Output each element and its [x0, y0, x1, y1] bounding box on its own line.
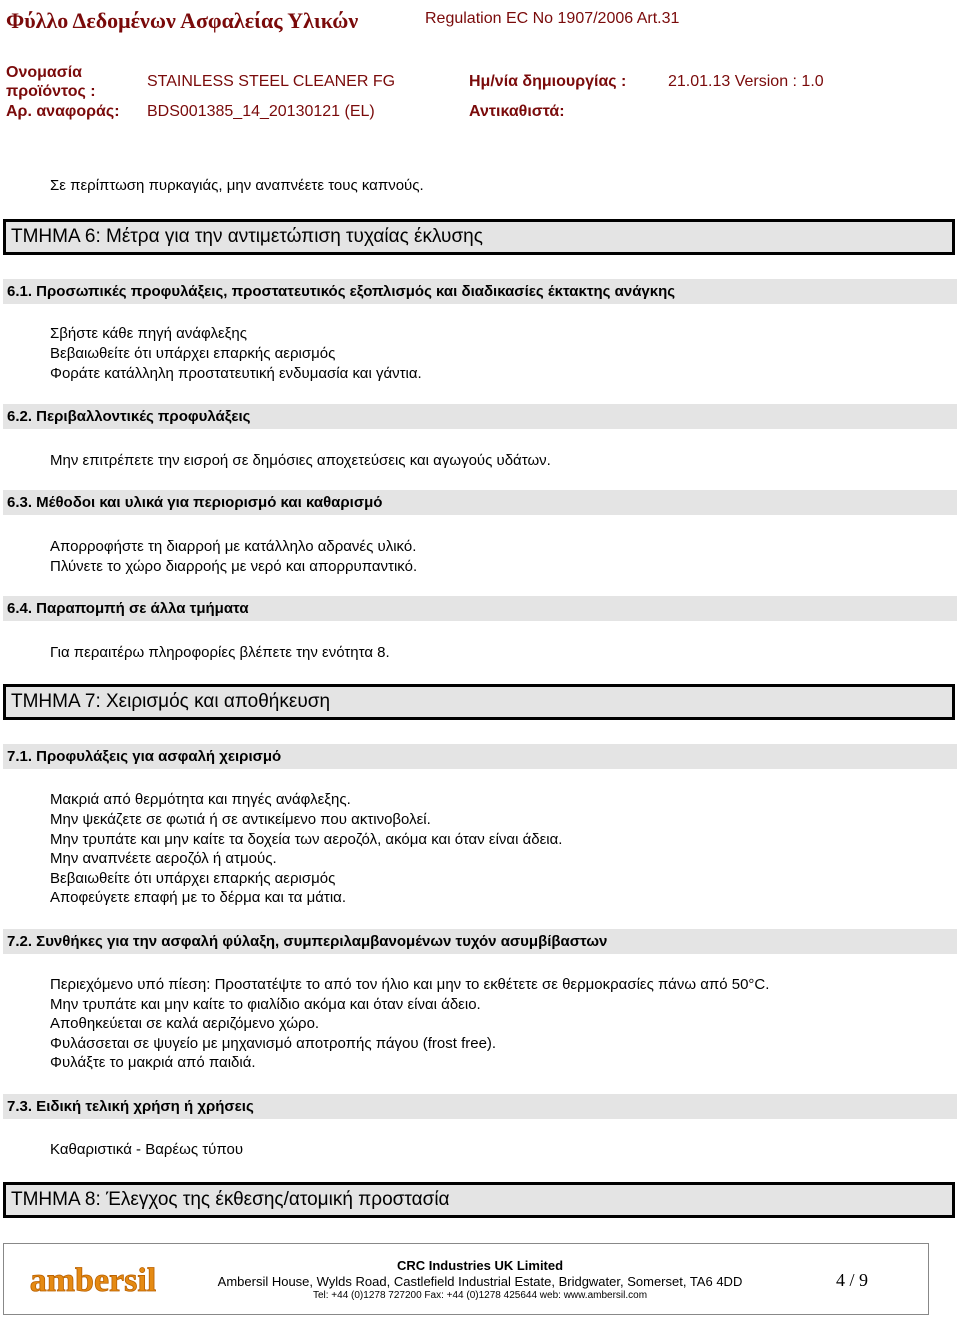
- subsection-7-2-line: Φυλάσσεται σε ψυγείο με μηχανισμό αποτροπής πάγου (frost free).: [50, 1035, 497, 1052]
- subsection-6-1-line: Σβήστε κάθε πηγή ανάφλεξης: [50, 325, 247, 342]
- subsection-6-1-line: Βεβαιωθείτε ότι υπάρχει επαρκής αερισμός: [50, 345, 336, 362]
- document-title: Φύλλο Δεδομένων Ασφαλείας Υλικών: [6, 8, 359, 33]
- subsection-6-3-line: Πλύνετε το χώρο διαρροής με νερό και απορρυπαντικό.: [50, 558, 418, 575]
- ambersil-logo: [30, 1260, 156, 1300]
- supersedes-label: Αντικαθιστά:: [469, 103, 565, 120]
- subsection-7-1-line: Μην αναπνέετε αεροζόλ ή ατμούς.: [50, 850, 277, 867]
- creation-date-label: Ημ/νία δημιουργίας :: [469, 73, 627, 90]
- footer-company: CRC Industries UK Limited: [396, 1258, 564, 1273]
- page-number: 4 / 9: [836, 1270, 869, 1290]
- footer-address: Ambersil House, Wylds Road, Castlefield Industrial Estate, Bridgwater, Somerset, TA6 4DD: [217, 1274, 743, 1289]
- subsection-6-2-heading: 6.2. Περιβαλλοντικές προφυλάξεις: [3, 404, 957, 429]
- subsection-7-1-line: Βεβαιωθείτε ότι υπάρχει επαρκής αερισμός: [50, 870, 336, 887]
- subsection-7-1-line: Αποφεύγετε επαφή με το δέρμα και τα μάτια.: [50, 889, 347, 906]
- subsection-7-1-line: Μην ψεκάζετε σε φωτιά ή σε αντικείμενο που ακτινοβολεί.: [50, 811, 431, 828]
- subsection-6-1-line: Φοράτε κατάλληλη προστατευτική ενδυμασία και γάντια.: [50, 365, 422, 382]
- subsection-6-1-heading: 6.1. Προσωπικές προφυλάξεις, προστατευτικός εξοπλισμός και διαδικασίες έκτακτης ανάγκης: [3, 279, 957, 304]
- product-name-label-line1: Ονομασία: [6, 64, 82, 81]
- subsection-6-4-heading: 6.4. Παραπομπή σε άλλα τμήματα: [3, 596, 957, 621]
- subsection-7-1-line: Μην τρυπάτε και μην καίτε τα δοχεία των αεροζόλ, ακόμα και όταν είναι άδεια.: [50, 831, 563, 848]
- section-8-heading: ΤΜΗΜΑ 8: Έλεγχος της έκθεσης/ατομική προστασία: [3, 1182, 955, 1218]
- subsection-6-4-line: Για περαιτέρω πληροφορίες βλέπετε την ενότητα 8.: [50, 644, 390, 661]
- reference-value: BDS001385_14_20130121 (EL): [147, 103, 375, 120]
- subsection-7-1-heading: 7.1. Προφυλάξεις για ασφαλή χειρισμό: [3, 744, 957, 769]
- creation-date-value: 21.01.13 Version : 1.0: [668, 73, 824, 90]
- section-7-heading: ΤΜΗΜΑ 7: Χειρισμός και αποθήκευση: [3, 684, 955, 720]
- product-name-label-line2: προϊόντος :: [6, 83, 96, 100]
- subsection-7-2-line: Περιεχόμενο υπό πίεση: Προστατέψτε το από τον ήλιο και μην το εκθέτετε σε θερμοκρασίες πάνω από 50°C.: [50, 976, 770, 993]
- subsection-7-2-heading: 7.2. Συνθήκες για την ασφαλή φύλαξη, συμπεριλαμβανομένων τυχόν ασυμβίβαστων: [3, 929, 957, 954]
- fire-intro-line: Σε περίπτωση πυρκαγιάς, μην αναπνέετε τους καπνούς.: [50, 177, 424, 194]
- subsection-7-3-heading: 7.3. Ειδική τελική χρήση ή χρήσεις: [3, 1094, 957, 1119]
- reference-label: Αρ. αναφοράς:: [6, 103, 120, 120]
- subsection-7-2-line: Αποθηκεύεται σε καλά αεριζόμενο χώρο.: [50, 1015, 320, 1032]
- section-6-heading: ΤΜΗΜΑ 6: Μέτρα για την αντιμετώπιση τυχαίας έκλυσης: [3, 219, 955, 255]
- product-name-value: STAINLESS STEEL CLEANER FG: [147, 73, 396, 90]
- subsection-6-3-heading: 6.3. Μέθοδοι και υλικά για περιορισμό και καθαρισμό: [3, 490, 957, 515]
- subsection-7-2-line: Μην τρυπάτε και μην καίτε το φιαλίδιο ακόμα και όταν είναι άδειο.: [50, 996, 481, 1013]
- svg-text:ambersil: ambersil: [30, 1262, 156, 1299]
- subsection-7-1-line: Μακριά από θερμότητα και πηγές ανάφλεξης.: [50, 791, 351, 808]
- regulation-reference: Regulation EC No 1907/2006 Art.31: [425, 10, 680, 27]
- subsection-6-2-line: Μην επιτρέπετε την εισροή σε δημόσιες αποχετεύσεις και αγωγούς υδάτων.: [50, 452, 551, 469]
- subsection-7-2-line: Φυλάξτε το μακριά από παιδιά.: [50, 1054, 256, 1071]
- subsection-7-3-line: Καθαριστικά - Βαρέως τύπου: [50, 1141, 244, 1158]
- subsection-6-3-line: Απορροφήστε τη διαρροή με κατάλληλο αδρανές υλικό.: [50, 538, 417, 555]
- footer-contact: Tel: +44 (0)1278 727200 Fax: +44 (0)1278 425644 web: www.ambersil.com: [312, 1290, 648, 1301]
